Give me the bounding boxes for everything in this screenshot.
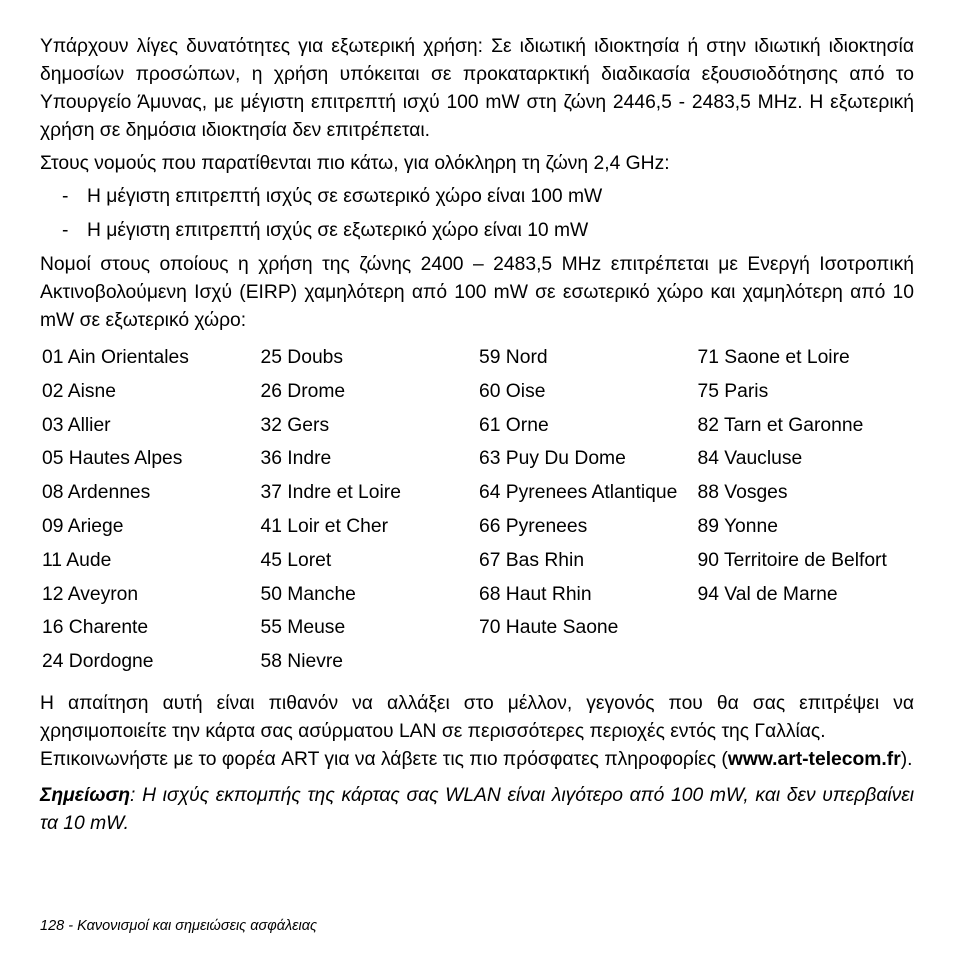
document-page <box>40 33 914 857</box>
bullet-text: Η μέγιστη επιτρεπτή ισχύς σε εξωτερικό χώρο είναι 10 mW <box>87 220 589 241</box>
department-item: 32 Gers <box>260 414 330 436</box>
art-website-link[interactable]: www.art-telecom.fr <box>727 748 901 770</box>
department-item: 70 Haute Saone <box>479 617 619 639</box>
department-item: 08 Ardennes <box>42 482 151 504</box>
department-item: 09 Ariege <box>42 515 124 537</box>
department-item: 63 Puy Du Dome <box>479 448 626 470</box>
department-item: 59 Nord <box>479 347 548 368</box>
department-item: 26 Drome <box>260 380 346 402</box>
departments-column-4 <box>696 344 915 682</box>
department-item: 05 Hautes Alpes <box>42 448 183 470</box>
department-item: 45 Loret <box>260 549 332 571</box>
list-item <box>40 183 914 211</box>
contact-text-end: ). <box>900 748 913 770</box>
department-item: 55 Meuse <box>260 617 346 639</box>
department-item: 75 Paris <box>697 380 769 402</box>
department-item: 60 Oise <box>479 380 546 402</box>
department-item: 89 Yonne <box>697 515 778 537</box>
department-item: 88 Vosges <box>697 482 788 504</box>
department-item: 24 Dordogne <box>42 651 154 673</box>
department-item: 03 Allier <box>42 414 111 436</box>
page-footer: 128 - Κανονισμοί και σημειώσεις ασφάλειας <box>40 918 318 934</box>
department-item: 12 Aveyron <box>42 583 139 605</box>
department-item: 58 Nievre <box>260 651 344 673</box>
department-item: 50 Manche <box>260 583 356 605</box>
note <box>40 782 914 838</box>
paragraph-future-change: Η απαίτηση αυτή είναι πιθανόν να αλλάξει στο μέλλον, γεγονός που θα σας επιτρέψει να χρησιμοποιείτε την κάρτα σας ασύρματου LAN σε περισσότερες περιοχές εντός της Γαλλίας. <box>40 692 914 742</box>
power-limits-list <box>40 183 914 245</box>
paragraph-outdoor-use: Υπάρχουν λίγες δυνατότητες για εξωτερική χρήση: Σε ιδιωτική ιδιοκτησία ή στην ιδιωτική ιδιοκτησία δημοσίων προσώπων, η χρήση υπόκειται σε προκαταρκτική διαδικασία εξουσιοδότησης από το Υπουργείο Άμυνας, με μέγιστη επιτρεπτή ισχύ 100 mW στη ζώνη 2446,5 - 2483,5 MHz. Η εξωτερική χρήση σε δημόσια ιδιοκτησία δεν επιτρέπεται. <box>40 36 914 141</box>
department-item: 41 Loir et Cher <box>260 515 389 537</box>
department-item: 68 Haut Rhin <box>479 583 592 605</box>
department-item: 36 Indre <box>260 448 332 470</box>
department-item: 67 Bas Rhin <box>479 549 585 571</box>
department-item: 25 Doubs <box>260 347 344 368</box>
bullet-dash: - <box>62 186 69 207</box>
department-item: 94 Val de Marne <box>697 583 838 605</box>
bullet-dash: - <box>62 220 69 241</box>
department-item: 02 Aisne <box>42 380 116 402</box>
department-item: 82 Tarn et Garonne <box>697 414 864 436</box>
department-item: 01 Ain Orientales <box>42 347 189 368</box>
list-item <box>40 217 914 245</box>
note-text: : Η ισχύς εκπομπής της κάρτας σας WLAN είναι λιγότερο από 100 mW, και δεν υπερβαίνει τα 10 mW. <box>40 784 914 834</box>
paragraph-departments-intro: Στους νομούς που παρατίθενται πιο κάτω, για ολόκληρη τη ζώνη 2,4 GHz: <box>40 153 670 174</box>
note-label: Σημείωση <box>40 784 131 806</box>
department-item: 64 Pyrenees Atlantique <box>479 482 678 504</box>
department-item: 61 Orne <box>479 414 549 436</box>
paragraph-eirp-departments: Νομοί στους οποίους η χρήση της ζώνης 2400 – 2483,5 MHz επιτρέπεται με Ενεργή Ισοτροπική Ακτινοβολούμενη Ισχύ (EIRP) χαμηλότερη από 100 mW σε εσωτερικό χώρο και χαμηλότερη από 10 mW σε εξωτερικό χώρο: <box>40 254 914 331</box>
department-item: 90 Territoire de Belfort <box>697 549 887 571</box>
department-item: 84 Vaucluse <box>697 448 803 470</box>
department-item: 37 Indre et Loire <box>260 482 401 504</box>
department-item: 71 Saone et Loire <box>697 347 850 368</box>
departments-column-3 <box>477 344 696 682</box>
department-item: 16 Charente <box>42 617 149 639</box>
departments-table <box>40 344 914 682</box>
departments-column-1 <box>40 344 259 682</box>
paragraph-contact-art <box>40 746 914 774</box>
department-item: 11 Aude <box>42 549 112 571</box>
contact-text: Επικοινωνήστε με το φορέα ART για να λάβετε τις πιο πρόσφατες πληροφορίες ( <box>40 748 728 770</box>
departments-column-2 <box>259 344 478 682</box>
department-item: 66 Pyrenees <box>479 515 588 537</box>
bullet-text: Η μέγιστη επιτρεπτή ισχύς σε εσωτερικό χώρο είναι 100 mW <box>87 186 603 207</box>
